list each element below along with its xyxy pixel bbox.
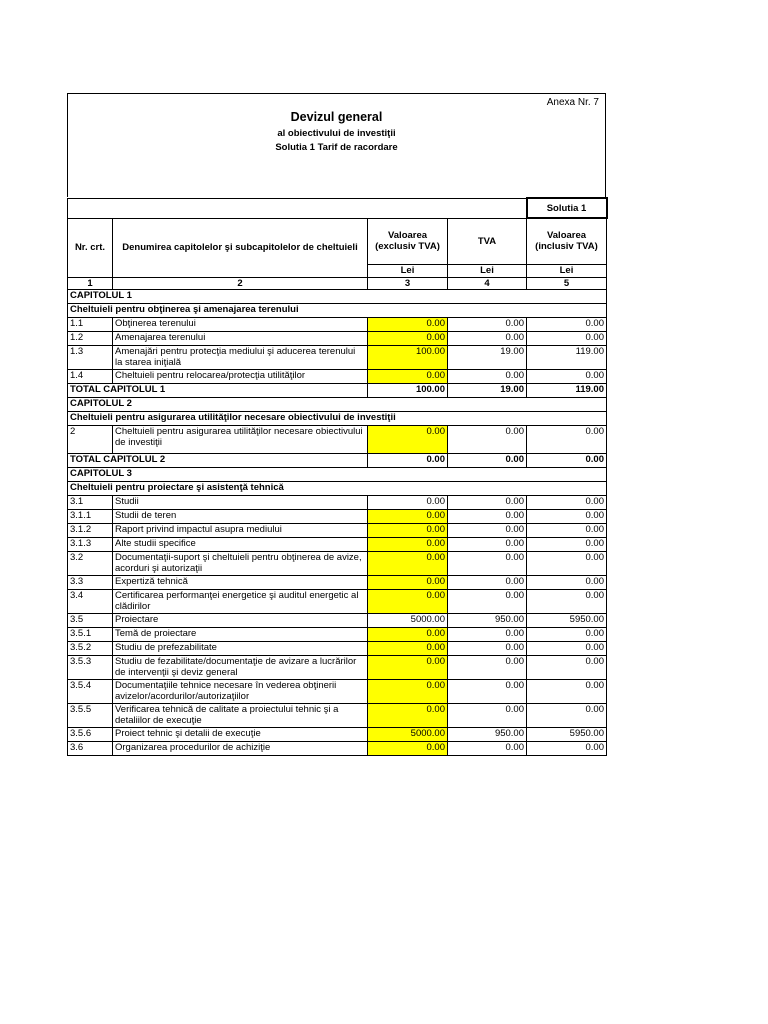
value-excl-vat-input: 0.00 — [368, 551, 448, 575]
value-excl-vat: 100.00 — [368, 383, 448, 397]
value-incl-vat: 0.00 — [527, 575, 607, 589]
table-row — [68, 509, 607, 523]
table-row — [68, 727, 607, 741]
value-incl-vat: 0.00 — [527, 369, 607, 383]
item-number: 3.6 — [68, 741, 113, 755]
value-incl-vat: 0.00 — [527, 627, 607, 641]
value-incl-vat: 0.00 — [527, 741, 607, 755]
chapter-row — [68, 289, 607, 303]
value-excl-vat-input: 0.00 — [368, 523, 448, 537]
value-excl-vat-input: 0.00 — [368, 575, 448, 589]
value-incl-vat: 0.00 — [527, 551, 607, 575]
vat-value: 0.00 — [448, 509, 527, 523]
vat-value: 0.00 — [448, 523, 527, 537]
item-name: Proiectare — [113, 613, 368, 627]
col-header-nr: Nr. crt. — [68, 218, 113, 277]
item-name: Raport privind impactul asupra mediului — [113, 523, 368, 537]
col-header-val-excl: Valoarea (exclusiv TVA) — [368, 218, 448, 264]
vat-value: 0.00 — [448, 551, 527, 575]
vat-value: 0.00 — [448, 453, 527, 467]
value-excl-vat-input: 0.00 — [368, 509, 448, 523]
value-incl-vat: 0.00 — [527, 523, 607, 537]
document-header — [67, 93, 606, 197]
solution-subtitle: Solutia 1 Tarif de racordare — [275, 142, 398, 153]
chapter-heading: Cheltuieli pentru proiectare şi asistenţă tehnică — [68, 481, 607, 495]
col-index: 1 — [68, 277, 113, 289]
item-name: Studiu de prefezabilitate — [113, 641, 368, 655]
chapter-heading: Cheltuieli pentru asigurarea utilităţilor necesare obiectivului de investiţii — [68, 411, 607, 425]
table-row — [68, 345, 607, 369]
item-number: 3.1 — [68, 495, 113, 509]
item-number: 3.5.4 — [68, 679, 113, 703]
document-title: Devizul general — [290, 110, 383, 124]
chapter-heading: CAPITOLUL 2 — [68, 397, 607, 411]
item-number: 3.4 — [68, 589, 113, 613]
value-incl-vat: 0.00 — [527, 537, 607, 551]
budget-sheet — [67, 93, 606, 756]
col-header-tva: TVA — [448, 218, 527, 264]
value-incl-vat: 0.00 — [527, 641, 607, 655]
table-row — [68, 655, 607, 679]
table-row — [68, 537, 607, 551]
unit-label: Lei — [368, 264, 448, 277]
item-number: 3.5.6 — [68, 727, 113, 741]
chapter-row — [68, 303, 607, 317]
value-excl-vat-input: 100.00 — [368, 345, 448, 369]
vat-value: 19.00 — [448, 345, 527, 369]
table-row — [68, 551, 607, 575]
value-incl-vat: 0.00 — [527, 317, 607, 331]
value-excl-vat-input: 0.00 — [368, 495, 448, 509]
item-number: 3.5.2 — [68, 641, 113, 655]
item-name: Alte studii specifice — [113, 537, 368, 551]
col-index: 2 — [113, 277, 368, 289]
vat-value: 0.00 — [448, 627, 527, 641]
item-name: Amenajarea terenului — [113, 331, 368, 345]
item-number: 3.1.3 — [68, 537, 113, 551]
item-name: Obţinerea terenului — [113, 317, 368, 331]
value-incl-vat: 0.00 — [527, 703, 607, 727]
vat-value: 950.00 — [448, 727, 527, 741]
item-number: 3.2 — [68, 551, 113, 575]
item-name: Cheltuieli pentru asigurarea utilităţilor necesare obiectivului de investiţii — [113, 425, 368, 453]
value-excl-vat: 0.00 — [368, 453, 448, 467]
table-row — [68, 641, 607, 655]
vat-value: 0.00 — [448, 655, 527, 679]
table-row — [68, 495, 607, 509]
item-number: 1.4 — [68, 369, 113, 383]
value-incl-vat: 0.00 — [527, 453, 607, 467]
table-row — [68, 317, 607, 331]
total-row — [68, 453, 607, 467]
value-excl-vat-input: 5000.00 — [368, 613, 448, 627]
value-excl-vat-input: 0.00 — [368, 627, 448, 641]
total-label: TOTAL CAPITOLUL 1 — [68, 383, 368, 397]
table-row — [68, 627, 607, 641]
item-name: Documentaţiile tehnice necesare în vederea obţinerii avizelor/acordurilor/autorizaţiilor — [113, 679, 368, 703]
item-name: Proiect tehnic şi detalii de execuţie — [113, 727, 368, 741]
value-incl-vat: 119.00 — [527, 345, 607, 369]
value-excl-vat-input: 0.00 — [368, 425, 448, 453]
item-name: Cheltuieli pentru relocarea/protecţia utilităţilor — [113, 369, 368, 383]
item-name: Studiu de fezabilitate/documentaţie de avizare a lucrărilor de intervenţii şi deviz general — [113, 655, 368, 679]
vat-value: 0.00 — [448, 317, 527, 331]
table-row — [68, 589, 607, 613]
chapter-heading: CAPITOLUL 3 — [68, 467, 607, 481]
item-number: 1.2 — [68, 331, 113, 345]
vat-value: 0.00 — [448, 679, 527, 703]
chapter-row — [68, 411, 607, 425]
value-excl-vat-input: 0.00 — [368, 703, 448, 727]
item-name: Amenajări pentru protecţia mediului şi aducerea terenului la starea iniţială — [113, 345, 368, 369]
vat-value: 19.00 — [448, 383, 527, 397]
table-row — [68, 575, 607, 589]
item-name: Studii — [113, 495, 368, 509]
item-name: Verificarea tehnică de calitate a proiectului tehnic şi a detaliilor de execuţie — [113, 703, 368, 727]
table-row — [68, 369, 607, 383]
item-number: 3.1.1 — [68, 509, 113, 523]
table-row — [68, 613, 607, 627]
item-number: 3.5.5 — [68, 703, 113, 727]
unit-label: Lei — [448, 264, 527, 277]
col-index: 5 — [527, 277, 607, 289]
table-row — [68, 679, 607, 703]
item-number: 3.1.2 — [68, 523, 113, 537]
budget-table — [67, 197, 608, 756]
vat-value: 0.00 — [448, 495, 527, 509]
value-excl-vat-input: 0.00 — [368, 741, 448, 755]
col-header-name: Denumirea capitolelor şi subcapitolelor de cheltuieli — [113, 218, 368, 277]
annex-label: Anexa Nr. 7 — [546, 97, 599, 108]
value-excl-vat-input: 0.00 — [368, 589, 448, 613]
value-excl-vat-input: 0.00 — [368, 331, 448, 345]
item-number: 1.1 — [68, 317, 113, 331]
chapter-row — [68, 481, 607, 495]
item-number: 3.3 — [68, 575, 113, 589]
chapter-heading: Cheltuieli pentru obţinerea şi amenajarea terenului — [68, 303, 607, 317]
item-number: 1.3 — [68, 345, 113, 369]
table-row — [68, 703, 607, 727]
item-name: Certificarea performanţei energetice şi auditul energetic al clădirilor — [113, 589, 368, 613]
vat-value: 0.00 — [448, 425, 527, 453]
table-row — [68, 523, 607, 537]
spacer-cell — [68, 198, 527, 218]
item-number: 3.5.1 — [68, 627, 113, 641]
vat-value: 0.00 — [448, 331, 527, 345]
unit-label: Lei — [527, 264, 607, 277]
table-row — [68, 741, 607, 755]
value-incl-vat: 0.00 — [527, 425, 607, 453]
vat-value: 0.00 — [448, 703, 527, 727]
value-excl-vat-input: 0.00 — [368, 369, 448, 383]
value-incl-vat: 0.00 — [527, 331, 607, 345]
col-index: 4 — [448, 277, 527, 289]
col-header-val-incl: Valoarea (inclusiv TVA) — [527, 218, 607, 264]
chapter-heading: CAPITOLUL 1 — [68, 289, 607, 303]
document-subtitle: al obiectivului de investiţii — [277, 128, 396, 139]
item-number: 3.5 — [68, 613, 113, 627]
value-incl-vat: 0.00 — [527, 495, 607, 509]
vat-value: 0.00 — [448, 537, 527, 551]
item-number: 3.5.3 — [68, 655, 113, 679]
vat-value: 0.00 — [448, 641, 527, 655]
item-name: Expertiză tehnică — [113, 575, 368, 589]
value-excl-vat-input: 0.00 — [368, 641, 448, 655]
total-row — [68, 383, 607, 397]
value-incl-vat: 0.00 — [527, 679, 607, 703]
value-excl-vat-input: 0.00 — [368, 679, 448, 703]
vat-value: 0.00 — [448, 589, 527, 613]
value-excl-vat-input: 5000.00 — [368, 727, 448, 741]
item-name: Temă de proiectare — [113, 627, 368, 641]
vat-value: 950.00 — [448, 613, 527, 627]
item-name: Documentaţii-suport şi cheltuieli pentru obţinerea de avize, acorduri şi autorizaţii — [113, 551, 368, 575]
value-excl-vat-input: 0.00 — [368, 317, 448, 331]
vat-value: 0.00 — [448, 741, 527, 755]
value-incl-vat: 0.00 — [527, 655, 607, 679]
value-incl-vat: 0.00 — [527, 589, 607, 613]
value-incl-vat: 5950.00 — [527, 727, 607, 741]
chapter-row — [68, 467, 607, 481]
value-excl-vat-input: 0.00 — [368, 655, 448, 679]
table-row — [68, 331, 607, 345]
col-index: 3 — [368, 277, 448, 289]
item-name: Organizarea procedurilor de achiziţie — [113, 741, 368, 755]
value-incl-vat: 119.00 — [527, 383, 607, 397]
item-name: Studii de teren — [113, 509, 368, 523]
value-excl-vat-input: 0.00 — [368, 537, 448, 551]
table-row — [68, 425, 607, 453]
vat-value: 0.00 — [448, 369, 527, 383]
vat-value: 0.00 — [448, 575, 527, 589]
item-number: 2 — [68, 425, 113, 453]
value-incl-vat: 0.00 — [527, 509, 607, 523]
value-incl-vat: 5950.00 — [527, 613, 607, 627]
total-label: TOTAL CAPITOLUL 2 — [68, 453, 368, 467]
solution-header: Solutia 1 — [527, 198, 607, 218]
chapter-row — [68, 397, 607, 411]
